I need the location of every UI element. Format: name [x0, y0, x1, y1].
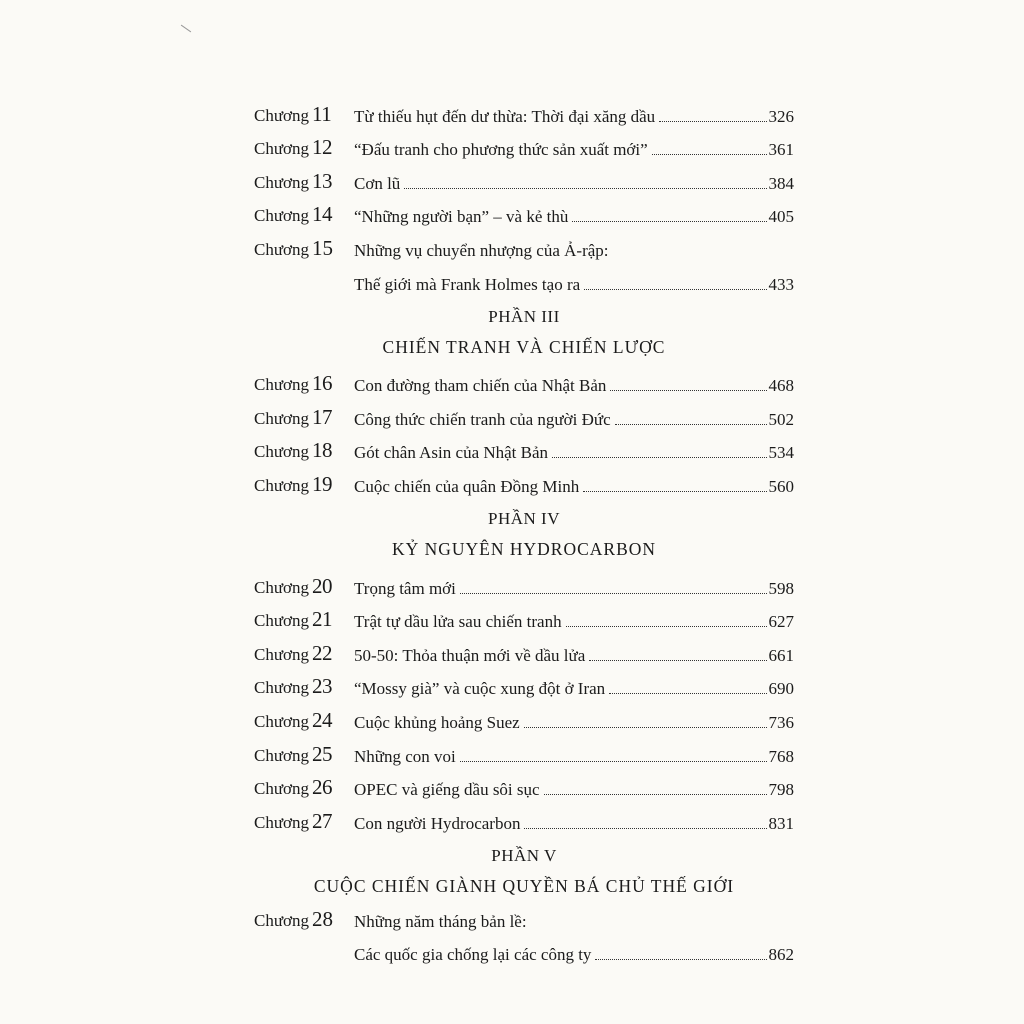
page-number: 384 — [768, 173, 794, 193]
chapter-label: Chương 28 — [254, 906, 334, 931]
page-corner-mark — [181, 25, 191, 33]
toc-entry-25 — [254, 733, 794, 767]
chapter-number: 12 — [312, 135, 333, 160]
chapter-label: Chương 11 — [254, 101, 332, 126]
toc-entry-17 — [254, 396, 794, 430]
chapter-number: 20 — [312, 573, 333, 598]
chapter-label: Chương 27 — [254, 808, 333, 833]
part-label: PHẦN IV — [488, 508, 560, 528]
chapter-number: 19 — [312, 471, 333, 496]
chapter-title: Con người Hydrocarbon — [354, 813, 521, 833]
chapter-title: OPEC và giếng dầu sôi sục — [354, 780, 540, 800]
dot-leader — [583, 491, 766, 492]
chapter-label: Chương 23 — [254, 674, 333, 699]
part-heading-4 — [254, 503, 794, 565]
part-label: PHẦN III — [488, 306, 560, 326]
chapter-label: Chương 16 — [254, 371, 333, 396]
page-number: 534 — [768, 443, 794, 463]
dot-leader — [652, 154, 767, 155]
dot-leader — [552, 457, 766, 458]
chapter-number: 14 — [312, 202, 333, 227]
chapter-title: Những con voi — [354, 746, 456, 766]
toc-entry-28 — [254, 902, 794, 966]
chapter-title: Công thức chiến tranh của người Đức — [354, 409, 611, 429]
part-heading-3 — [254, 301, 794, 363]
chapter-number: 27 — [312, 808, 333, 833]
chapter-number: 18 — [312, 438, 333, 463]
chapter-label: Chương 22 — [254, 640, 333, 665]
dot-leader — [544, 794, 767, 795]
dot-leader — [404, 188, 766, 189]
chapter-number: 22 — [312, 640, 333, 665]
toc-entry-21 — [254, 599, 794, 633]
dot-leader — [460, 593, 767, 594]
chapter-number: 16 — [312, 371, 333, 396]
dot-leader — [524, 727, 767, 728]
page-number: 831 — [768, 813, 794, 833]
toc-entry-20 — [254, 565, 794, 599]
dot-leader — [595, 959, 766, 960]
page-number: 862 — [768, 945, 794, 965]
chapter-title: Con đường tham chiến của Nhật Bản — [354, 376, 607, 396]
chapter-title: Cuộc khủng hoảng Suez — [354, 712, 520, 732]
chapter-title-line-1: Những vụ chuyển nhượng của Ả-rập: — [354, 240, 609, 260]
chapter-title-line-2: Các quốc gia chống lại các công ty — [354, 945, 592, 965]
page-number: 690 — [768, 679, 794, 699]
chapter-label: Chương 25 — [254, 741, 333, 766]
chapter-title: Trật tự dầu lửa sau chiến tranh — [354, 612, 562, 632]
dot-leader — [615, 424, 767, 425]
chapter-title: Cơn lũ — [354, 173, 401, 193]
chapter-title-line-1: Những năm tháng bản lề: — [354, 911, 527, 931]
dot-leader — [566, 626, 767, 627]
chapter-number: 15 — [312, 235, 334, 260]
chapter-title: 50-50: Thỏa thuận mới về dầu lửa — [354, 645, 586, 665]
chapter-number: 17 — [312, 404, 333, 429]
chapter-number: 24 — [312, 707, 333, 732]
chapter-label: Chương 15 — [254, 235, 334, 260]
page-number: 768 — [768, 746, 794, 766]
chapter-number: 23 — [312, 674, 333, 699]
chapter-title: “Mossy già” và cuộc xung đột ở Iran — [354, 679, 606, 699]
chapter-number: 21 — [312, 607, 333, 632]
page-number: 433 — [768, 274, 794, 294]
toc-entry-16 — [254, 363, 794, 397]
toc-entry-11 — [254, 93, 794, 127]
part-label: PHẦN V — [491, 845, 557, 865]
chapter-label: Chương 20 — [254, 573, 333, 598]
chapter-title: Gót chân Asin của Nhật Bản — [354, 443, 549, 463]
dot-leader — [609, 693, 766, 694]
page-number: 502 — [768, 409, 794, 429]
page-number: 798 — [768, 780, 794, 800]
chapter-number: 28 — [312, 906, 334, 931]
toc-entry-26 — [254, 767, 794, 801]
page-number: 627 — [768, 612, 794, 632]
chapter-number: 11 — [312, 101, 332, 126]
chapter-label: Chương 21 — [254, 607, 333, 632]
page-number: 661 — [768, 645, 794, 665]
dot-leader — [460, 761, 767, 762]
chapter-title: “Đấu tranh cho phương thức sản xuất mới” — [354, 140, 648, 160]
toc-entry-22 — [254, 632, 794, 666]
chapter-label: Chương 14 — [254, 202, 333, 227]
dot-leader — [572, 221, 766, 222]
page-number: 361 — [768, 140, 794, 160]
chapter-number: 13 — [312, 168, 333, 193]
toc-entry-23 — [254, 666, 794, 700]
chapter-label: Chương 13 — [254, 168, 333, 193]
dot-leader — [589, 660, 766, 661]
chapter-label: Chương 18 — [254, 438, 333, 463]
toc-entry-15 — [254, 227, 794, 294]
page-number: 405 — [768, 207, 794, 227]
part-title: KỶ NGUYÊN HYDROCARBON — [391, 538, 657, 559]
chapter-title: “Những người bạn” – và kẻ thù — [354, 207, 569, 227]
dot-leader — [610, 390, 766, 391]
page-number: 598 — [768, 578, 794, 598]
page-number: 326 — [768, 106, 794, 126]
chapter-number: 25 — [312, 741, 333, 766]
toc-entry-18 — [254, 430, 794, 464]
toc-entry-27 — [254, 800, 794, 834]
table-of-contents — [254, 93, 794, 965]
toc-entry-14 — [254, 194, 794, 228]
chapter-label: Chương 17 — [254, 404, 333, 429]
chapter-label: Chương 24 — [254, 707, 333, 732]
chapter-title-line-2: Thế giới mà Frank Holmes tạo ra — [354, 274, 581, 294]
chapter-label: Chương 12 — [254, 135, 333, 160]
dot-leader — [524, 828, 766, 829]
chapter-number: 26 — [312, 775, 333, 800]
chapter-title: Từ thiếu hụt đến dư thừa: Thời đại xăng dầu — [354, 106, 656, 126]
dot-leader — [659, 121, 766, 122]
page-number: 468 — [768, 376, 794, 396]
toc-entry-13 — [254, 160, 794, 194]
part-heading-5 — [254, 840, 794, 902]
chapter-label: Chương 19 — [254, 471, 333, 496]
chapter-title: Cuộc chiến của quân Đồng Minh — [354, 476, 580, 496]
page-number: 560 — [768, 476, 794, 496]
toc-entry-12 — [254, 127, 794, 161]
chapter-title: Trọng tâm mới — [354, 578, 456, 598]
dot-leader — [584, 289, 766, 290]
toc-entry-24 — [254, 699, 794, 733]
page-number: 736 — [768, 712, 794, 732]
toc-entry-19 — [254, 463, 794, 497]
chapter-label: Chương 26 — [254, 775, 333, 800]
part-title: CHIẾN TRANH VÀ CHIẾN LƯỢC — [382, 336, 666, 357]
part-title: CUỘC CHIẾN GIÀNH QUYỀN BÁ CHỦ THẾ GIỚI — [313, 875, 735, 896]
